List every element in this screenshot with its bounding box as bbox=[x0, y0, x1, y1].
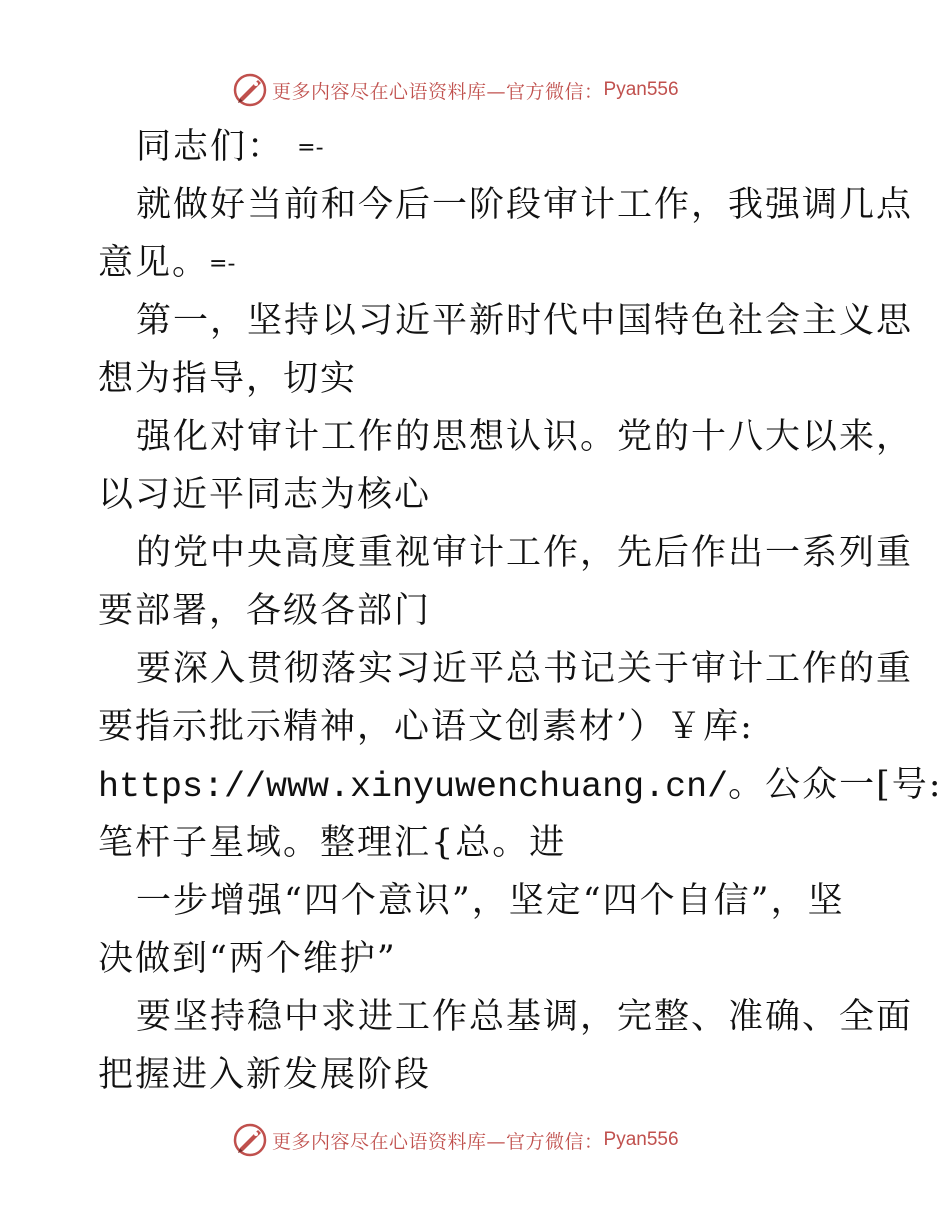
footer-banner bbox=[232, 1120, 712, 1160]
document-body bbox=[98, 118, 943, 1104]
website-url: https://www.xinyuwenchuang.cn/ bbox=[98, 767, 729, 807]
pen-logo-icon bbox=[232, 72, 268, 108]
banner-text: 更多内容尽在心语资料库—官方微信： bbox=[272, 80, 604, 103]
paragraph-mark-icon: =- bbox=[209, 251, 236, 277]
text-line: 笔杆子星域。整理汇{总。进 bbox=[98, 823, 567, 863]
text-line: https://www.xinyuwenchuang.cn/。公众一[号: bbox=[98, 765, 943, 807]
header-banner bbox=[232, 70, 712, 110]
pen-logo-icon bbox=[232, 1122, 268, 1158]
text-line: 就做好当前和今后一阶段审计工作，我强调几点 bbox=[136, 185, 914, 225]
banner-text: 更多内容尽在心语资料库—官方微信： bbox=[272, 1130, 604, 1153]
banner-wechat-id: Pyan556 bbox=[603, 1129, 679, 1150]
text-line: 决做到“两个维护” bbox=[98, 939, 397, 979]
text-line: 要部署，各级各部门 bbox=[98, 591, 432, 631]
text-line: 要坚持稳中求进工作总基调，完整、准确、全面 bbox=[136, 997, 914, 1037]
text-line: 要深入贯彻落实习近平总书记关于审计工作的重 bbox=[136, 649, 914, 689]
text-line: 要指示批示精神，心语文创素材’）￥库: bbox=[98, 707, 754, 747]
text-line: 把握进入新发展阶段 bbox=[98, 1055, 432, 1095]
text-line: 同志们： =- bbox=[136, 127, 324, 167]
text-line: 意见。=- bbox=[98, 243, 236, 283]
text-line: 强化对审计工作的思想认识。党的十八大以来， bbox=[136, 417, 914, 457]
text-line: 一步增强“四个意识”，坚定“四个自信”，坚 bbox=[136, 881, 845, 921]
text-line: 以习近平同志为核心 bbox=[98, 475, 432, 515]
text-line: 第一，坚持以习近平新时代中国特色社会主义思 bbox=[136, 301, 914, 341]
banner-wechat-id: Pyan556 bbox=[603, 79, 679, 100]
text-line: 想为指导，切实 bbox=[98, 359, 358, 399]
paragraph-mark-icon: =- bbox=[297, 135, 324, 161]
text-line: 的党中央高度重视审计工作，先后作出一系列重 bbox=[136, 533, 914, 573]
